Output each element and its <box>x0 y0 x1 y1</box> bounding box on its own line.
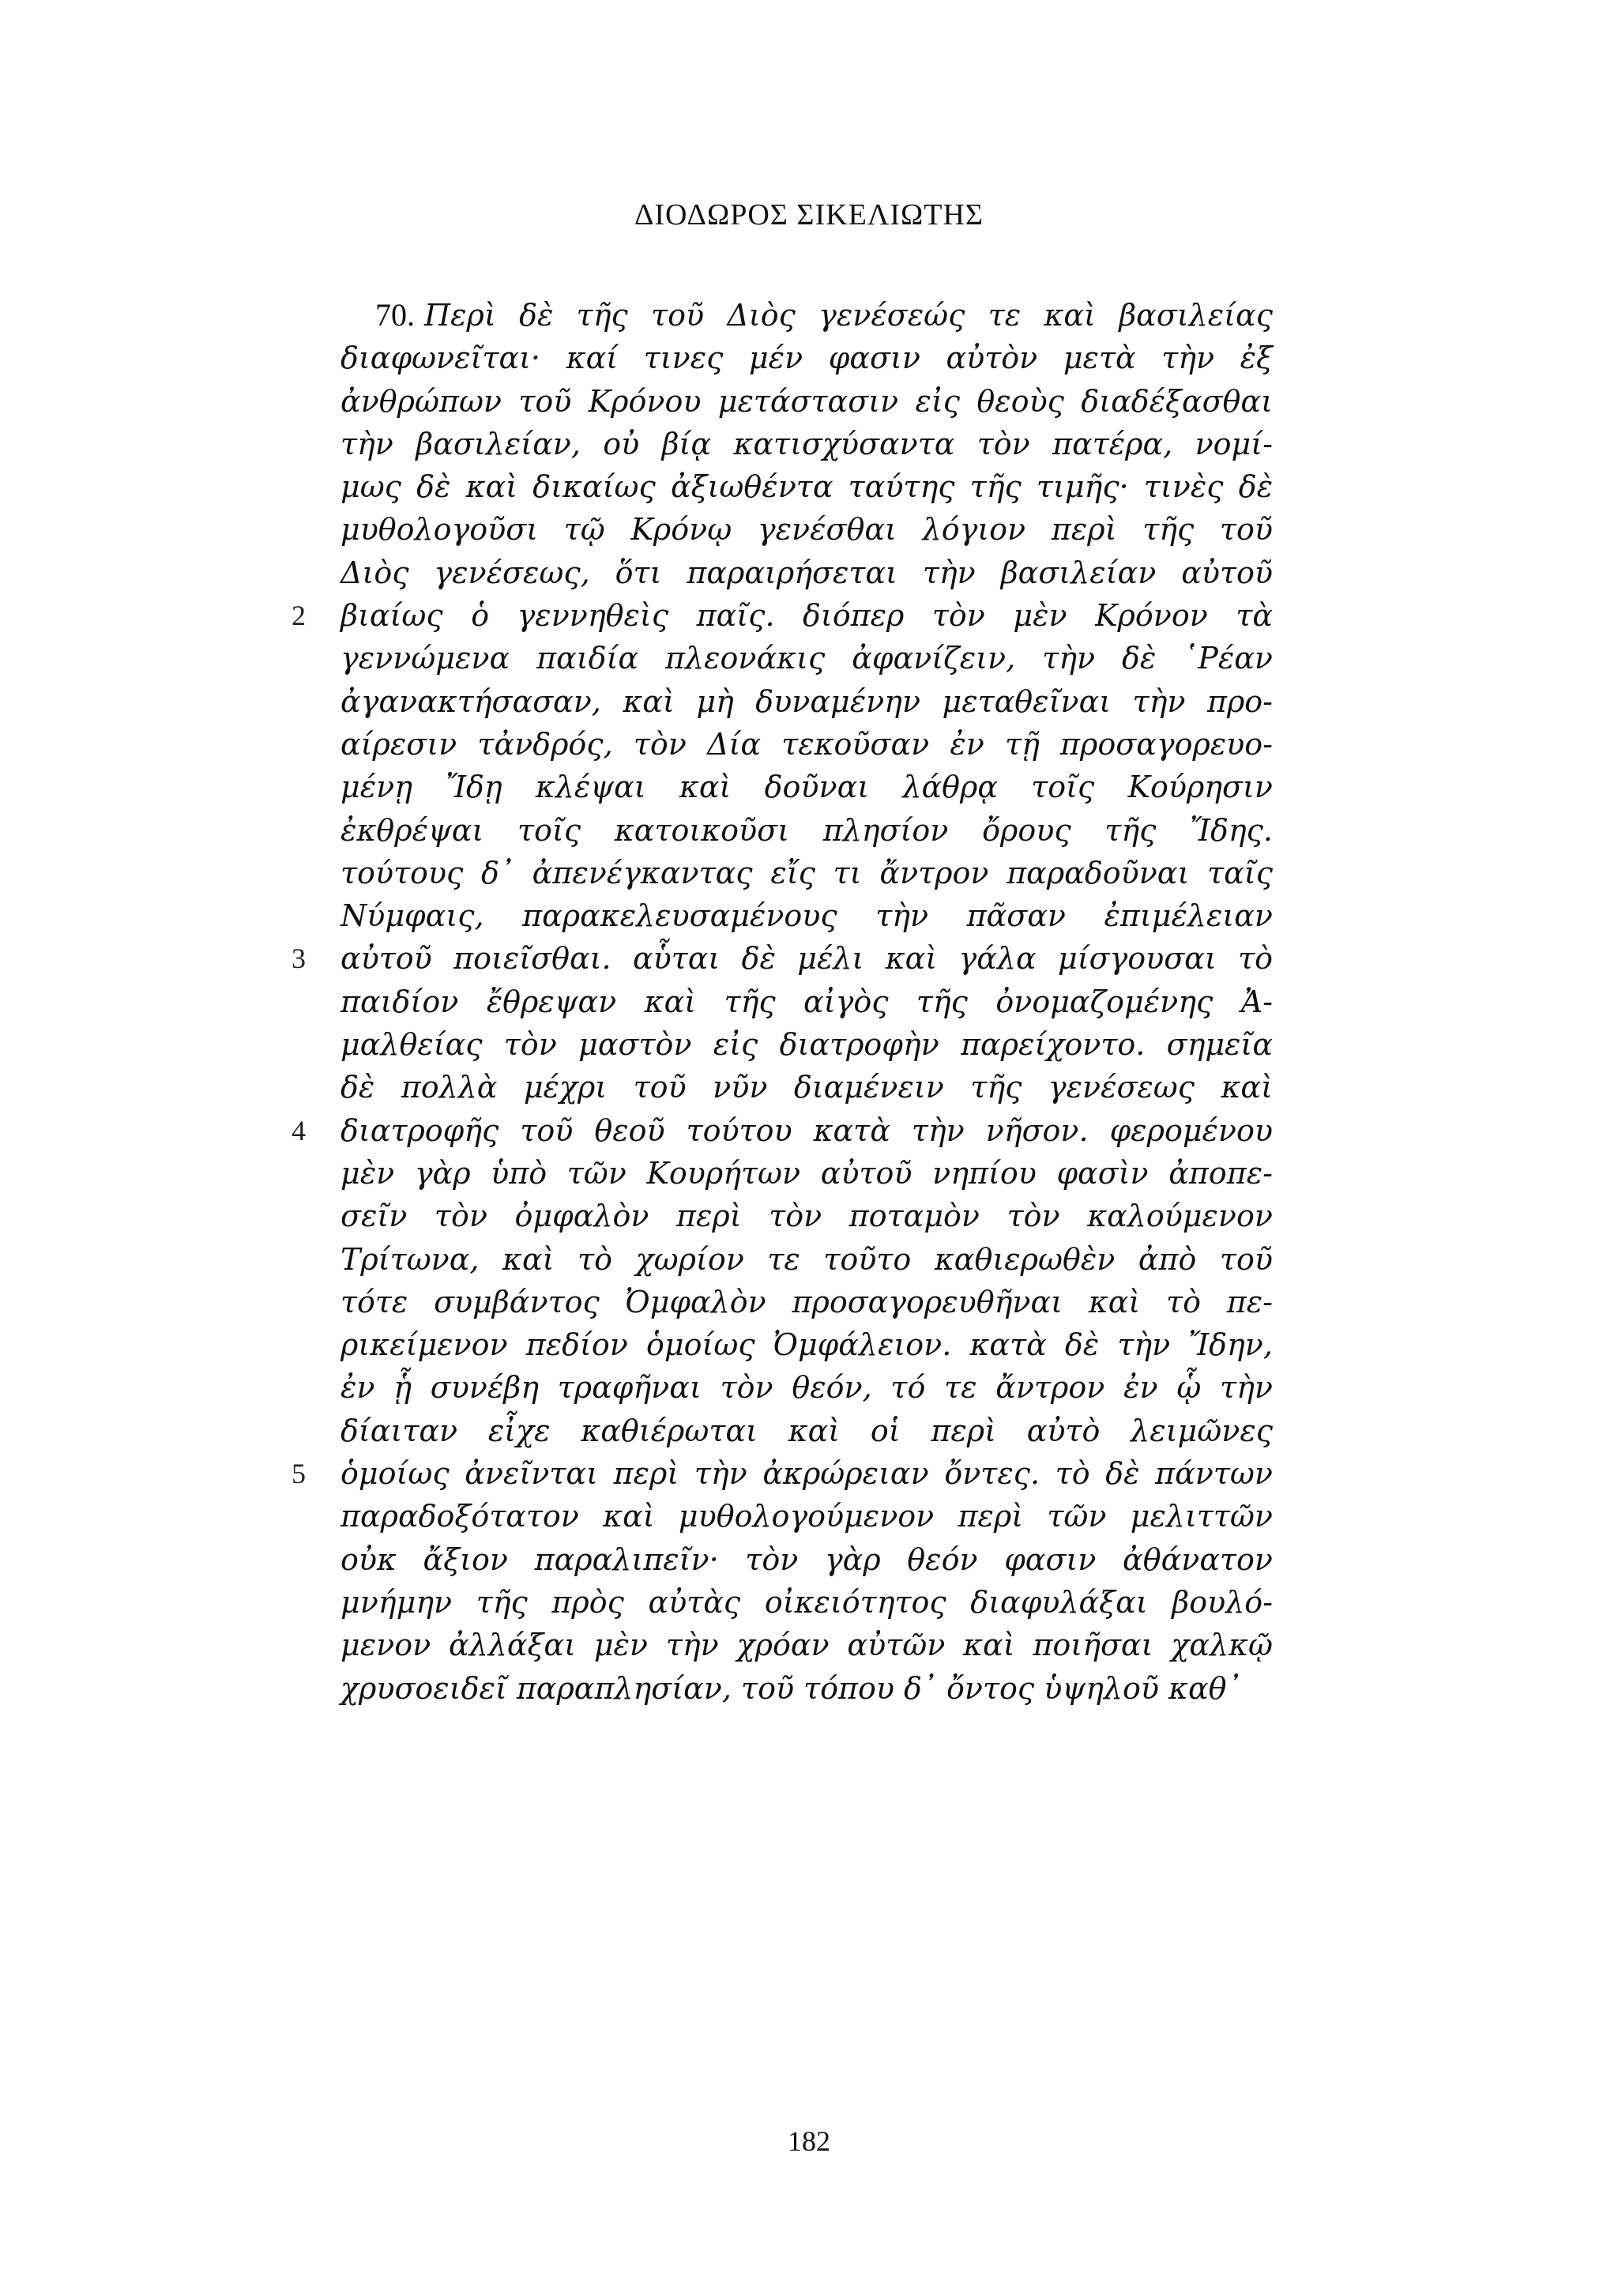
line-text: οὐκ ἄξιον παραλιπεῖν· τὸν γὰρ θεόν φασιν ἀθάνατον <box>341 1541 1273 1577</box>
line-text: μαλθείας τὸν μαστὸν εἰς διατροφὴν παρείχοντο. σημεῖα <box>341 1027 1273 1063</box>
text-line <box>341 894 1273 937</box>
text-line <box>341 1366 1273 1409</box>
text-line <box>341 1667 1273 1710</box>
line-text: γεννώμενα παιδία πλεονάκις ἀφανίζειν, τὴν δὲ ῾Ρέαν <box>341 641 1273 676</box>
line-text: μως δὲ καὶ δικαίως ἀξιωθέντα ταύτης τῆς τιμῆς· τινὲς δὲ <box>341 469 1273 505</box>
text-line <box>341 294 1273 337</box>
line-text: διαφωνεῖται· καί τινες μέν φασιν αὐτὸν μετὰ τὴν ἐξ <box>341 341 1273 376</box>
line-text: Νύμφαις, παρακελευσαμένους τὴν πᾶσαν ἐπιμέλειαν <box>341 898 1273 934</box>
text-line <box>341 1410 1273 1452</box>
section-margin-number: 3 <box>292 943 306 975</box>
text-line <box>341 1195 1273 1237</box>
line-text: μενον ἀλλάξαι μὲν τὴν χρόαν αὐτῶν καὶ ποιῆσαι χαλκῷ <box>341 1628 1273 1663</box>
text-line <box>341 508 1273 551</box>
chapter-text <box>292 294 1273 1710</box>
text-line <box>341 1581 1273 1624</box>
text-line <box>341 809 1273 852</box>
line-text: δὲ πολλὰ μέχρι τοῦ νῦν διαμένειν τῆς γενέσεως καὶ <box>341 1070 1273 1105</box>
text-line <box>292 937 1273 980</box>
line-text: ἐν ᾗ συνέβη τραφῆναι τὸν θεόν, τό τε ἄντρον ἐν ᾧ τὴν <box>341 1370 1273 1406</box>
line-text: αίρεσιν τἀνδρός, τὸν Δία τεκοῦσαν ἐν τῇ προσαγορευο- <box>341 726 1273 762</box>
text-line <box>341 766 1273 808</box>
text-line <box>341 1238 1273 1281</box>
text-line <box>292 1452 1273 1495</box>
text-line <box>341 637 1273 679</box>
text-line <box>341 1281 1273 1323</box>
line-text: μυθολογοῦσι τῷ Κρόνῳ γενέσθαι λόγιον περὶ τῆς τοῦ <box>341 512 1273 548</box>
line-text: ρικείμενον πεδίον ὁμοίως Ὀμφάλειον. κατὰ δὲ τὴν Ἴδην, <box>341 1327 1273 1363</box>
line-text: τότε συμβάντος Ὀμφαλὸν προσαγορευθῆναι καὶ τὸ πε- <box>341 1284 1273 1319</box>
line-text: δίαιταν εἶχε καθιέρωται καὶ οἱ περὶ αὐτὸ λειμῶνες <box>341 1413 1273 1448</box>
section-margin-number: 4 <box>292 1114 306 1146</box>
line-text: παραδοξότατον καὶ μυθολογούμενον περὶ τῶν μελιττῶν <box>341 1499 1273 1534</box>
line-text: σεῖν τὸν ὀμφαλὸν περὶ τὸν ποταμὸν τὸν καλούμενον <box>341 1199 1273 1234</box>
text-line <box>341 1023 1273 1066</box>
line-text: Τρίτωνα, καὶ τὸ χωρίον τε τοῦτο καθιερωθὲν ἀπὸ τοῦ <box>341 1241 1273 1277</box>
text-line <box>341 981 1273 1023</box>
text-line <box>341 1066 1273 1108</box>
text-line <box>341 1624 1273 1666</box>
text-line <box>341 1152 1273 1195</box>
line-text: τούτους δ᾽ ἀπενέγκαντας εἴς τι ἄντρον παραδοῦναι ταῖς <box>341 855 1273 890</box>
line-text: ἐκθρέψαι τοῖς κατοικοῦσι πλησίον ὄρους τῆς Ἴδης. <box>341 812 1273 848</box>
section-margin-number: 2 <box>292 600 306 632</box>
text-line <box>292 1109 1273 1152</box>
text-line <box>341 380 1273 423</box>
line-text: Περὶ δὲ τῆς τοῦ Διὸς γενέσεώς τε καὶ βασιλείας <box>424 298 1273 333</box>
line-text: μένῃ Ἴδῃ κλέψαι καὶ δοῦναι λάθρᾳ τοῖς Κούρησιν <box>341 770 1273 805</box>
text-line <box>341 337 1273 379</box>
section-margin-number: 5 <box>292 1458 306 1490</box>
text-line <box>341 423 1273 465</box>
line-text: διατροφῆς τοῦ θεοῦ τούτου κατὰ τὴν νῆσον. φερομένου <box>341 1112 1273 1148</box>
text-line <box>341 1495 1273 1538</box>
line-text: χρυσοειδεῖ παραπλησίαν, τοῦ τόπου δ᾽ ὄντος ὑψηλοῦ καθ᾽ <box>341 1670 1242 1706</box>
line-text: τὴν βασιλείαν, οὐ βίᾳ κατισχύσαντα τὸν πατέρα, νομί- <box>341 426 1273 461</box>
text-line <box>341 465 1273 508</box>
running-title: ΔΙΟΔΩΡΟΣ ΣΙΚΕΛΙΩΤΗΣ <box>634 198 984 231</box>
line-text: Διὸς γενέσεως, ὅτι παραιρήσεται τὴν βασιλείαν αὐτοῦ <box>341 555 1273 590</box>
page-number: 182 <box>788 2125 830 2157</box>
text-line <box>341 551 1273 594</box>
text-line <box>341 852 1273 894</box>
text-line <box>292 594 1273 637</box>
line-text: μνήμην τῆς πρὸς αὐτὰς οἰκειότητος διαφυλάξαι βουλό- <box>341 1584 1273 1620</box>
text-line <box>341 1323 1273 1366</box>
line-text: ἀγανακτήσασαν, καὶ μὴ δυναμένην μεταθεῖναι τὴν προ- <box>341 683 1273 719</box>
line-text: βιαίως ὁ γεννηθεὶς παῖς. διόπερ τὸν μὲν Κρόνον τὰ <box>341 598 1273 634</box>
text-line <box>341 1538 1273 1581</box>
chapter-number: 70. <box>375 297 415 333</box>
line-text: αὐτοῦ ποιεῖσθαι. αὗται δὲ μέλι καὶ γάλα μίσγουσαι τὸ <box>341 941 1273 977</box>
line-text: ὁμοίως ἀνεῖνται περὶ τὴν ἀκρώρειαν ὄντες. τὸ δὲ πάντων <box>341 1456 1273 1492</box>
text-line <box>341 680 1273 723</box>
text-line <box>341 723 1273 766</box>
line-text: παιδίον ἔθρεψαν καὶ τῆς αἰγὸς τῆς ὀνομαζομένης Ἀ- <box>341 984 1273 1019</box>
line-text: μὲν γὰρ ὑπὸ τῶν Κουρήτων αὐτοῦ νηπίου φασὶν ἀποπε- <box>341 1155 1273 1191</box>
line-text: ἀνθρώπων τοῦ Κρόνου μετάστασιν εἰς θεοὺς διαδέξασθαι <box>341 383 1273 419</box>
